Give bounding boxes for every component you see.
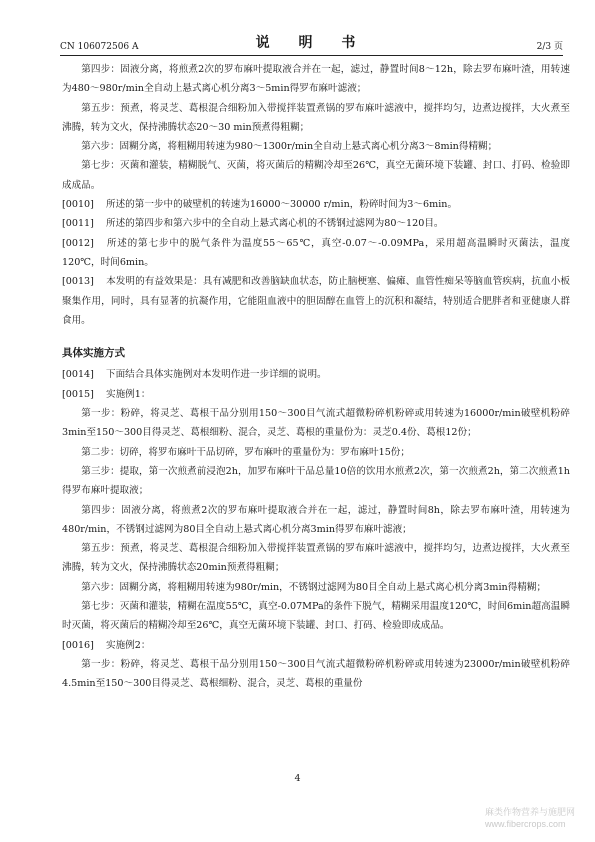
paragraph-text: 第六步：固糊分离，将粗糊用转速为980r/min，不锈钢过滤网为80目全自动上悬式离心机分离3min得精糊；	[81, 581, 547, 593]
paragraph-number: [0011]	[62, 218, 94, 230]
paragraph-text: 第七步：灭菌和灌装，精糊在温度55℃，真空-0.07MPa的条件下脱气，精糊采用温度120℃，时间6min超高温瞬时灭菌，将灭菌后的精糊冷却至26℃，真空无菌环境下装罐、封口、打码、检验即成成品。	[62, 601, 570, 632]
numbered-paragraph	[62, 385, 570, 404]
paragraph-text: 所述的第七步中的脱气条件为温度55～65℃，真空-0.07～-0.09MPa，采用超高温瞬时灭菌法，温度120℃，时间6min。	[62, 237, 570, 268]
watermark-line1: 麻类作物营养与施肥网	[484, 807, 575, 817]
paragraph	[62, 462, 570, 501]
paragraph	[62, 597, 570, 636]
numbered-paragraph	[62, 272, 570, 330]
paragraph-text: 第二步：切碎，将罗布麻叶干品切碎，罗布麻叶的重量份为：罗布麻叶15份；	[81, 446, 410, 458]
page-header	[60, 30, 563, 56]
paragraph	[62, 443, 570, 462]
document-body	[62, 60, 570, 694]
paragraph	[62, 501, 570, 540]
paragraph-text: 第三步：提取，第一次煎煮前浸泡2h，加罗布麻叶干品总量10倍的饮用水煎煮2次，第一次煎煮2h，第二次煎煮1h得罗布麻叶提取液；	[62, 465, 570, 497]
numbered-paragraph	[62, 365, 570, 384]
paragraph-number: [0015]	[62, 388, 94, 400]
paragraph	[62, 156, 570, 195]
numbered-paragraph	[62, 636, 570, 655]
numbered-paragraph	[62, 214, 570, 233]
paragraph-text: 实施例2：	[106, 639, 151, 651]
section-title: 具体实施方式	[62, 347, 125, 360]
numbered-paragraph	[62, 195, 570, 214]
paragraph	[62, 60, 570, 99]
paragraph-number: [0016]	[62, 639, 94, 651]
paragraph-text: 第五步：预煮，将灵芝、葛根混合细粉加入带搅拌装置煮锅的罗布麻叶滤液中，搅拌均匀，边煮边搅拌，大火煮至沸腾，转为文火，保持沸腾状态20～30 min预煮得粗糊；	[62, 102, 570, 133]
paragraph-text: 第五步：预煮，将灵芝、葛根混合细粉加入带搅拌装置煮锅的罗布麻叶滤液中，搅拌均匀，边煮边搅拌，大火煮至沸腾，转为文火，保持沸腾状态20min预煮得粗糊；	[62, 543, 570, 574]
paragraph-text: 所述的第一步中的破壁机的转速为16000～30000 r/min，粉碎时间为3～6min。	[106, 199, 458, 211]
paragraph-number: [0012]	[62, 237, 94, 249]
paragraph-text: 本发明的有益效果是：具有减肥和改善脑缺血状态，防止脑梗塞、偏瘫、血管性痴呆等脑血管疾病，抗血小板聚集作用，同时，具有显著的抗凝作用，它能阻血液中的胆固醇在血管上的沉积和凝结，特别适合肥胖者和亚健康人群食用。	[62, 276, 570, 326]
watermark	[485, 806, 575, 830]
paragraph	[62, 99, 570, 138]
paragraph-text: 第六步：固糊分离，将粗糊用转速为980～1300r/min全自动上悬式离心机分离3～8min得精糊；	[81, 141, 498, 153]
claims-paragraphs	[62, 60, 570, 330]
paragraph	[62, 578, 570, 597]
paragraph-text: 所述的第四步和第六步中的全自动上悬式离心机的不锈钢过滤网为80～120目。	[106, 218, 444, 230]
paragraph-number: [0010]	[62, 199, 94, 211]
embodiment-paragraphs	[62, 365, 570, 693]
page-number: 4	[294, 773, 301, 784]
document-title: 说 明 书	[255, 35, 368, 51]
paragraph	[62, 137, 570, 156]
paragraph-text: 第一步：粉碎，将灵芝、葛根干品分别用150～300目气流式超微粉碎机粉碎或用转速为23000r/min破壁机粉碎4.5min至150～300目得灵芝、葛根细粉、混合，灵芝、葛根的重量份	[62, 658, 570, 690]
paragraph-text: 第四步：固液分离，将煎煮2次的罗布麻叶提取液合并在一起，滤过，静置时间8h，除去罗布麻叶渣，用转速为480r/min，不锈钢过滤网为80目全自动上悬式离心机分离3min得罗布麻叶滤液；	[62, 504, 570, 535]
paragraph-text: 下面结合具体实施例对本发明作进一步详细的说明。	[106, 369, 327, 381]
paragraph	[62, 539, 570, 578]
numbered-paragraph	[62, 234, 570, 273]
paragraph-text: 第一步：粉碎，将灵芝、葛根干品分别用150～300目气流式超微粉碎机粉碎或用转速为16000r/min破壁机粉碎3min至150～300目得灵芝、葛根细粉、混合，灵芝、葛根的重量份为：灵芝0.4份、葛根12份；	[62, 408, 570, 439]
page-indicator: 2/3 页	[536, 42, 563, 52]
paragraph-number: [0013]	[62, 276, 94, 288]
paragraph	[62, 655, 570, 694]
paragraph-text: 实施例1：	[106, 388, 151, 400]
paragraph-text: 第七步：灭菌和灌装，精糊脱气、灭菌，将灭菌后的精糊冷却至26℃，真空无菌环境下装罐、封口、打码、检验即成成品。	[62, 160, 570, 191]
watermark-line2: www.fibercrops.com	[484, 819, 566, 829]
paragraph-number: [0014]	[62, 369, 94, 381]
paragraph	[62, 404, 570, 443]
doc-number: CN 106072506 A	[60, 42, 139, 52]
paragraph-text: 第四步：固液分离，将煎煮2次的罗布麻叶提取液合并在一起，滤过，静置时间8～12h，除去罗布麻叶渣，用转速为480～980r/min全自动上悬式离心机分离3～5min得罗布麻叶滤液；	[62, 64, 570, 95]
